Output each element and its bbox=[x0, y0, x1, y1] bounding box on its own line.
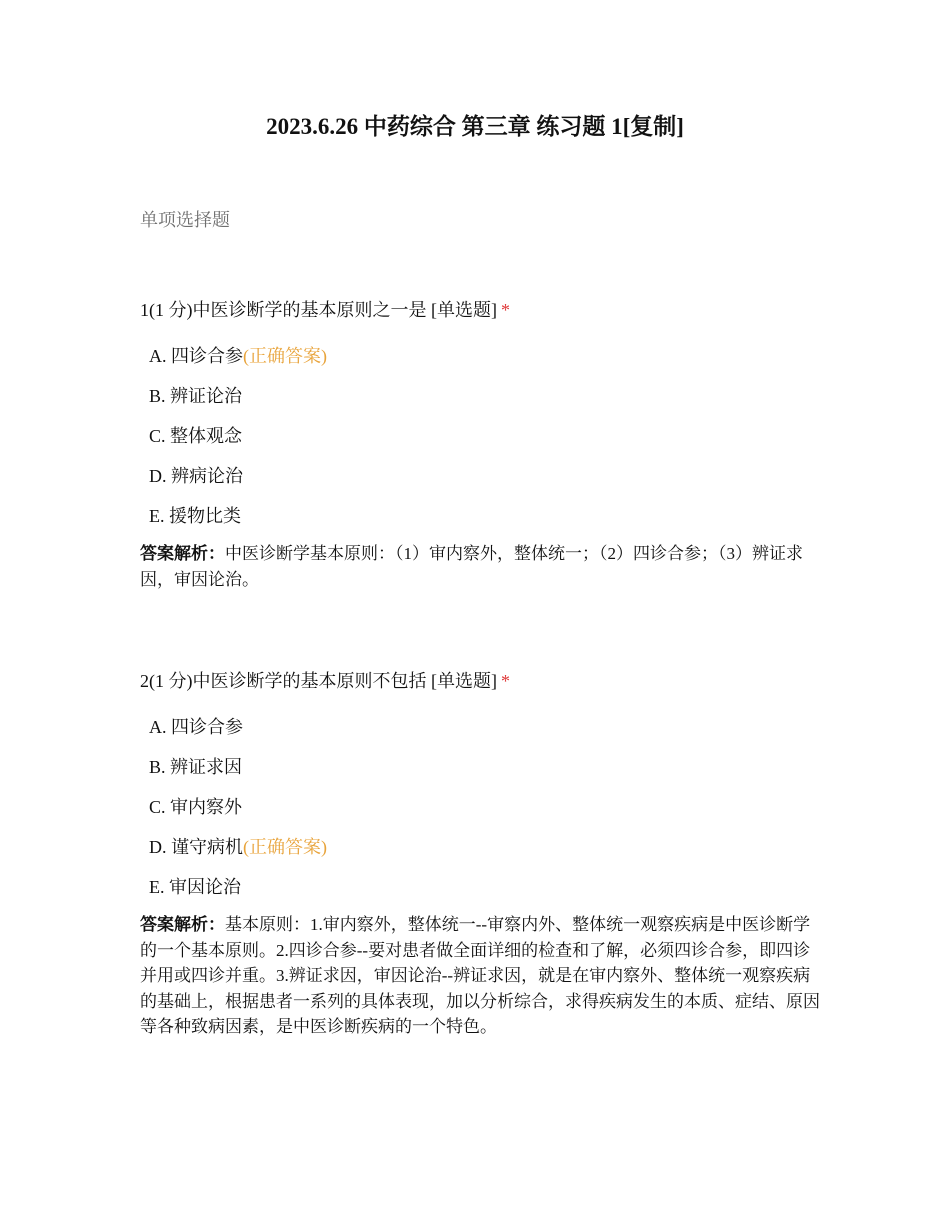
answer-analysis bbox=[140, 912, 820, 1040]
question-1 bbox=[140, 298, 820, 592]
section-title: 单项选择题 bbox=[140, 210, 230, 230]
question-stem bbox=[140, 669, 820, 693]
option-c bbox=[149, 795, 820, 819]
option-text: D. 辨病论治 bbox=[149, 466, 243, 486]
page-title: 2023.6.26 中药综合 第三章 练习题 1[复制] bbox=[266, 114, 684, 139]
option-text: E. 审因论治 bbox=[149, 877, 241, 897]
question-stem-text: 2(1 分)中医诊断学的基本原则不包括 [单选题] bbox=[140, 671, 497, 691]
correct-answer-label: (正确答案) bbox=[243, 346, 327, 366]
option-a bbox=[149, 344, 820, 368]
option-d bbox=[149, 835, 820, 859]
option-d bbox=[149, 464, 820, 488]
option-text: B. 辨证求因 bbox=[149, 757, 243, 777]
required-mark: * bbox=[500, 671, 510, 691]
question-stem-text: 1(1 分)中医诊断学的基本原则之一是 [单选题] bbox=[140, 300, 497, 320]
required-mark: * bbox=[500, 300, 510, 320]
option-text: C. 审内察外 bbox=[149, 797, 243, 817]
analysis-label: 答案解析： bbox=[140, 544, 225, 563]
question-2 bbox=[140, 669, 820, 1040]
option-text: B. 辨证论治 bbox=[149, 386, 243, 406]
option-c bbox=[149, 424, 820, 448]
option-text: A. 四诊合参 bbox=[149, 717, 243, 737]
option-text: D. 谨守病机 bbox=[149, 837, 243, 857]
option-e bbox=[149, 504, 820, 528]
analysis-label: 答案解析： bbox=[140, 915, 225, 934]
analysis-text: 中医诊断学基本原则：（1）审内察外，整体统一；（2）四诊合参；（3）辨证求因，审因论治。 bbox=[140, 544, 803, 589]
option-b bbox=[149, 755, 820, 779]
option-e bbox=[149, 875, 820, 899]
option-a bbox=[149, 715, 820, 739]
option-b bbox=[149, 384, 820, 408]
answer-analysis bbox=[140, 541, 820, 592]
option-list bbox=[140, 715, 820, 899]
option-text: E. 援物比类 bbox=[149, 506, 241, 526]
option-text: A. 四诊合参 bbox=[149, 346, 243, 366]
question-stem bbox=[140, 298, 820, 322]
correct-answer-label: (正确答案) bbox=[243, 837, 327, 857]
analysis-text: 基本原则：1.审内察外，整体统一--审察内外、整体统一观察疾病是中医诊断学的一个基本原则。2.四诊合参--要对患者做全面详细的检查和了解，必须四诊合参，即四诊并用或四诊并重。3.辨证求因，审因论治--辨证求因，就是在审内察外、整体统一观察疾病的基础上，根据患者一系列的具体表现，加以分析综合，求得疾病发生的本质、症结、原因等各种致病因素，是中医诊断疾病的一个特色。 bbox=[140, 915, 820, 1036]
option-list bbox=[140, 344, 820, 528]
option-text: C. 整体观念 bbox=[149, 426, 243, 446]
